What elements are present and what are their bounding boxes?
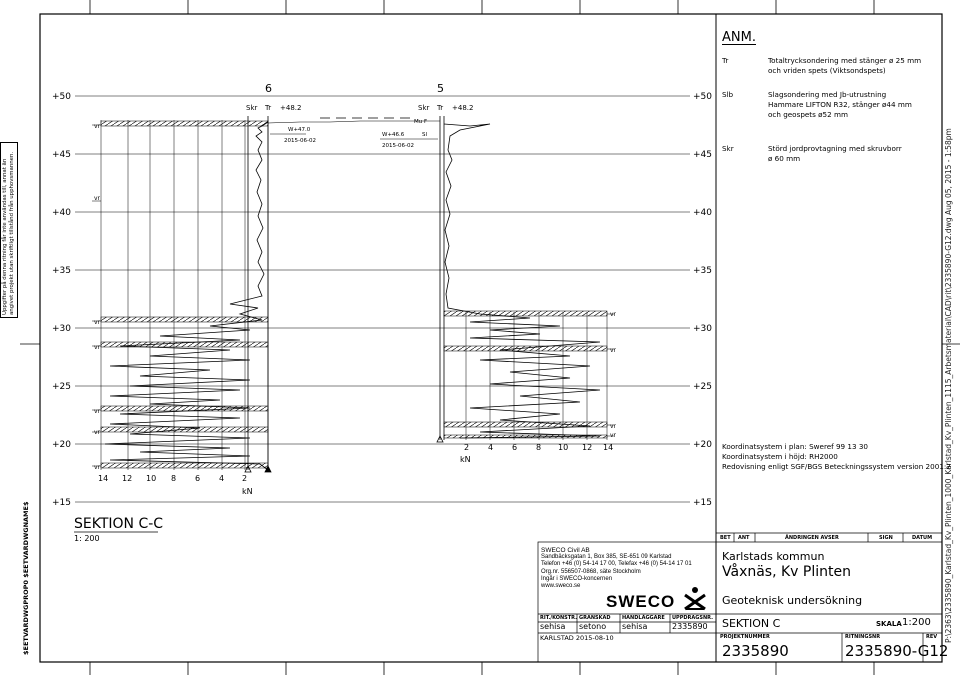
elevation-label: +50 <box>693 92 712 102</box>
borehole-5-markers <box>437 116 444 442</box>
elevation-label: +15 <box>693 498 712 508</box>
sig-header: UPPDRAGSNR. <box>672 615 713 621</box>
svg-text:10: 10 <box>146 474 157 483</box>
surface-level: +48.2 <box>452 104 474 112</box>
axis-left-ticks <box>98 474 253 496</box>
borehole-5-layers <box>444 311 607 438</box>
project-number: 2335890 <box>722 642 789 660</box>
elevation-labels-right <box>693 92 712 508</box>
rev-header: BET <box>720 535 731 541</box>
elevation-label: +40 <box>52 208 71 218</box>
groundwater-date: 2015-06-02 <box>284 138 316 144</box>
svg-text:10: 10 <box>558 443 569 452</box>
vr-label: vr <box>94 123 101 130</box>
vr-label: vr <box>610 347 617 354</box>
elevation-label: +45 <box>693 150 712 160</box>
soil-label: Mu F <box>414 119 428 125</box>
axis-unit: kN <box>460 455 471 464</box>
rev-header: SIGN <box>879 535 893 541</box>
sweco-logo-icon <box>682 585 708 611</box>
svg-text:4: 4 <box>488 443 494 452</box>
coordinate-notes: Koordinatsystem i plan: Sweref 99 13 30 Koordinatsystem i höjd: RH2000 Redovisning enligt SGF/BGS Beteckningssystem version 2001:2 <box>722 442 951 471</box>
method-label: Skr <box>418 104 430 112</box>
elevation-label: +45 <box>52 150 71 160</box>
elevation-label: +40 <box>693 208 712 218</box>
note-text: Störd jordprovtagning med skruvborr ø 60 mm <box>768 144 902 163</box>
elevation-label: +35 <box>693 266 712 276</box>
rev-header: DATUM <box>912 535 933 541</box>
left-vertical-text: $EETVARDWGPROP0 $EETVARDWGNAME$ <box>22 501 30 655</box>
svg-text:6: 6 <box>195 474 201 483</box>
svg-text:12: 12 <box>122 474 133 483</box>
company-info: SWECO Civil AB Sandbäcksgatan 1, Box 385, SE-651 09 Karlstad Telefon +46 (0) 54-14 17 00, Telefax +46 (0) 54-14 17 01 Org.nr. 556507-0868, säte Stockholm Ingår i SWECO-koncernen www.sweco.se <box>541 547 692 590</box>
note-text: Totaltrycksondering med stänger ø 25 mm och vriden spets (Viktsondspets) <box>768 56 922 75</box>
vr-labels <box>94 123 617 471</box>
vr-label: vr <box>610 432 617 439</box>
elevation-label: +25 <box>693 382 712 392</box>
project-name: Våxnäs, Kv Plinten <box>722 564 851 580</box>
elevation-label: +15 <box>52 498 71 508</box>
elevation-label: +20 <box>52 440 71 450</box>
vr-label: vr <box>94 464 101 471</box>
axis-right-ticks <box>460 443 613 464</box>
groundwater-level: W+46.6 <box>382 132 405 138</box>
borehole-6-header <box>246 82 316 144</box>
note-text: Slagsondering med Jb-utrustning Hammare LIFTON R32, stänger ø44 mm och geospets ø52 mm <box>768 90 912 119</box>
elevation-labels-left <box>52 92 71 508</box>
borehole-6-grid <box>101 120 268 470</box>
scale-label: SKALA <box>876 620 902 628</box>
sig-header: RIT./KONSTR. <box>540 615 578 621</box>
sig-header: HANDLÄGGARE <box>622 615 665 621</box>
rev-label: REV <box>926 634 938 640</box>
svg-text:2: 2 <box>464 443 470 452</box>
vr-label: vr <box>94 195 101 202</box>
sig-value: setono <box>579 622 607 631</box>
anm-underline <box>722 44 756 45</box>
svg-text:8: 8 <box>536 443 542 452</box>
borehole-5-grid <box>466 312 607 440</box>
svg-text:4: 4 <box>219 474 225 483</box>
sig-header: GRANSKAD <box>579 615 611 621</box>
warning-line: Uppgifter på denna ritning får inte användas till, annat än <box>2 158 8 315</box>
method-label: Tr <box>265 104 272 112</box>
svg-text:6: 6 <box>512 443 518 452</box>
rev-header: ÄNDRINGEN AVSER <box>785 535 839 541</box>
method-label: Tr <box>437 104 444 112</box>
sig-value: sehisa <box>540 622 566 631</box>
scale-value: 1:200 <box>902 617 931 628</box>
groundwater-level: W+47.0 <box>288 127 311 133</box>
svg-text:14: 14 <box>603 443 614 452</box>
vr-markers <box>92 125 614 466</box>
drawing-title: SEKTION C <box>722 617 781 630</box>
section-scale: 1: 200 <box>74 534 100 543</box>
svg-text:14: 14 <box>98 474 109 483</box>
vr-label: vr <box>94 408 101 415</box>
elevation-label: +25 <box>52 382 71 392</box>
elevation-label: +50 <box>52 92 71 102</box>
vr-label: vr <box>610 423 617 430</box>
projnr-label: PROJEKTNUMMER <box>720 634 770 640</box>
section-title: SEKTION C-C <box>74 516 164 532</box>
note-code: Tr <box>722 56 729 65</box>
project-type: Geoteknisk undersökning <box>722 594 863 607</box>
note-code: Slb <box>722 90 734 99</box>
borehole-id: 6 <box>265 82 272 95</box>
place-date: KARLSTAD 2015-08-10 <box>540 634 614 642</box>
borehole-5-header <box>380 82 473 149</box>
elevation-label: +30 <box>693 324 712 334</box>
elevation-label: +20 <box>693 440 712 450</box>
vr-label: vr <box>610 311 617 318</box>
svg-text:12: 12 <box>582 443 593 452</box>
method-label: Skr <box>246 104 258 112</box>
drawing-number: 2335890-G12 <box>845 642 949 660</box>
sweco-logo-text: SWECO <box>606 592 676 611</box>
borehole-5-curve <box>444 124 600 438</box>
sig-value: 2335890 <box>672 622 708 631</box>
vr-label: vr <box>94 429 101 436</box>
file-path-vertical: P:\2363\2335890_Karlstad_Kv_Plinten_1000_Karlstad_Kv_Plinten_1115_Arbetsmaterial\CAD\rit\2335890-G12.dwg Aug 05, 2015 - 1:58pm <box>944 128 953 643</box>
client-name: Karlstads kommun <box>722 550 825 563</box>
borehole-id: 5 <box>437 82 444 95</box>
groundwater-date: 2015-06-02 <box>382 143 414 149</box>
svg-text:2: 2 <box>242 474 248 483</box>
soil-label: Sl <box>422 132 428 138</box>
note-code: Skr <box>722 144 734 153</box>
elevation-label: +30 <box>52 324 71 334</box>
anm-title: ANM. <box>722 30 756 45</box>
vr-label: vr <box>94 344 101 351</box>
vr-label: vr <box>94 319 101 326</box>
elevation-label: +35 <box>52 266 71 276</box>
svg-text:8: 8 <box>171 474 177 483</box>
surface-level: +48.2 <box>280 104 302 112</box>
warning-line: angivet projekt utan skriftligt tillstånd från upphovsmannen. <box>9 151 15 315</box>
axis-unit: kN <box>242 487 253 496</box>
borehole-6-markers <box>245 116 271 472</box>
borehole-6-curve <box>105 122 268 470</box>
rev-header: ANT <box>738 535 750 541</box>
sig-value: sehisa <box>622 622 648 631</box>
ritnr-label: RITNINGSNR <box>845 634 881 640</box>
